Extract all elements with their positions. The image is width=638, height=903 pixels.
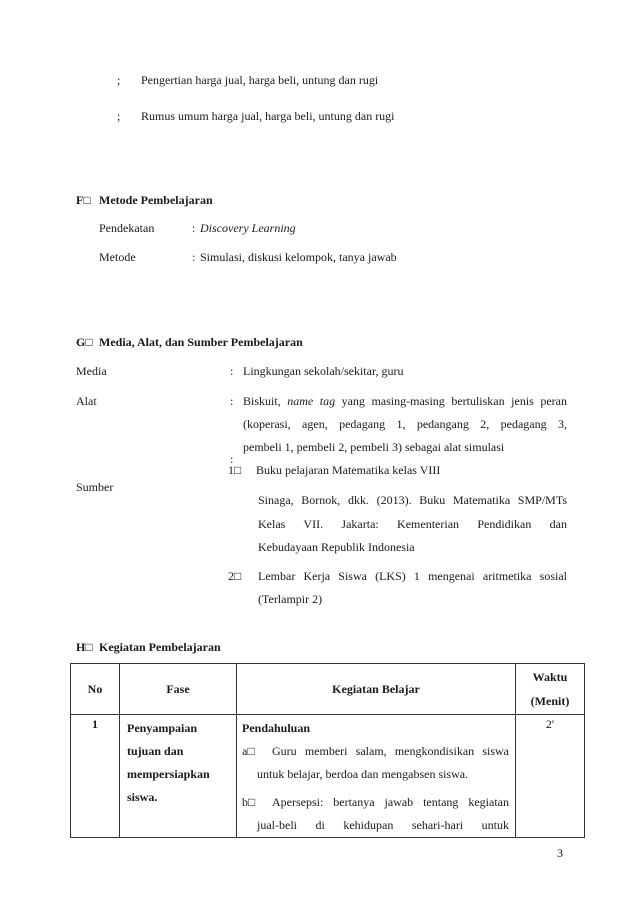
sumber-label: Sumber bbox=[76, 480, 114, 494]
section-marker: F□ bbox=[76, 193, 91, 207]
item-text-cont: jual-beli di kehidupan sehari-hari untuk bbox=[257, 818, 509, 832]
sumber-item-marker: 2□ bbox=[228, 569, 242, 583]
sumber-item-2-cont: (Terlampir 2) bbox=[258, 592, 323, 606]
media-value: Lingkungan sekolah/sekitar, guru bbox=[243, 364, 404, 378]
alat-colon: : bbox=[230, 394, 234, 408]
objective-bullet: ; bbox=[117, 109, 121, 123]
table-header-row bbox=[71, 664, 585, 715]
reference-line-2: Kelas VII. Jakarta: Kementerian Pendidikan dan bbox=[258, 517, 567, 531]
kegiatan-title: Pendahuluan bbox=[242, 721, 311, 735]
activity-table bbox=[70, 663, 585, 838]
alat-label: Alat bbox=[76, 394, 97, 408]
header-fase: Fase bbox=[120, 664, 237, 715]
table-row bbox=[71, 715, 585, 838]
sumber-item-2: Lembar Kerja Siswa (LKS) 1 mengenai aritmetika sosial bbox=[258, 569, 567, 583]
item-text: Guru memberi salam, mengkondisikan siswa bbox=[272, 744, 509, 758]
pendekatan-value: Discovery Learning bbox=[200, 221, 296, 235]
row-waktu: 2' bbox=[516, 715, 585, 838]
pendekatan-colon: : bbox=[192, 221, 196, 235]
metode-colon: : bbox=[192, 250, 196, 264]
row-fase bbox=[120, 715, 237, 838]
media-label: Media bbox=[76, 364, 107, 378]
header-waktu-line-2: (Menit) bbox=[530, 694, 570, 708]
header-waktu bbox=[516, 664, 585, 715]
row-kegiatan bbox=[237, 715, 516, 838]
section-marker: G□ bbox=[76, 335, 93, 349]
sumber-item-1: Buku pelajaran Matematika kelas VIII bbox=[256, 463, 441, 477]
alat-line-3: pembeli 1, pembeli 2, pembeli 3) sebagai alat simulasi bbox=[243, 440, 505, 454]
fase-line: mempersiapkan bbox=[127, 767, 210, 781]
header-kegiatan: Kegiatan Belajar bbox=[237, 664, 516, 715]
section-title: Media, Alat, dan Sumber Pembelajaran bbox=[99, 335, 303, 349]
metode-value: Simulasi, diskusi kelompok, tanya jawab bbox=[200, 250, 397, 264]
kegiatan-item-b bbox=[242, 791, 509, 814]
section-marker: H□ bbox=[76, 640, 93, 654]
reference-line-3: Kebudayaan Republik Indonesia bbox=[258, 540, 415, 554]
reference-line-1: Sinaga, Bornok, dkk. (2013). Buku Matematika SMP/MTs bbox=[258, 493, 567, 507]
pendekatan-label: Pendekatan bbox=[99, 221, 155, 235]
alat-line-1: Biskuit, name tag yang masing-masing bertuliskan jenis peran bbox=[243, 394, 567, 408]
item-text-cont: untuk belajar, berdoa dan mengabsen siswa. bbox=[257, 767, 469, 781]
objective-bullet: ; bbox=[117, 73, 121, 87]
fase-line: Penyampaian bbox=[127, 721, 198, 735]
page-number: 3 bbox=[557, 846, 563, 860]
fase-line: tujuan dan bbox=[127, 744, 184, 758]
section-title: Kegiatan Pembelajaran bbox=[99, 640, 221, 654]
fase-line: siswa. bbox=[127, 790, 158, 804]
section-title: Metode Pembelajaran bbox=[99, 193, 213, 207]
item-text: Apersepsi: bertanya jawab tentang kegiatan bbox=[272, 795, 509, 809]
sumber-colon: : bbox=[230, 452, 234, 466]
item-marker: b□ bbox=[242, 795, 256, 809]
alat-line-2: (koperasi, agen, pedagang 1, pedangang 2, pedagang 3, bbox=[243, 417, 567, 431]
header-waktu-line-1: Waktu bbox=[532, 670, 568, 684]
header-no: No bbox=[71, 664, 120, 715]
objective-text: Pengertian harga jual, harga beli, untung dan rugi bbox=[141, 73, 379, 87]
metode-label: Metode bbox=[99, 250, 136, 264]
objective-text: Rumus umum harga jual, harga beli, untung dan rugi bbox=[141, 109, 395, 123]
row-no: 1 bbox=[71, 715, 120, 838]
sumber-item-marker: 1□ bbox=[228, 463, 242, 477]
item-marker: a□ bbox=[242, 744, 255, 758]
media-colon: : bbox=[230, 364, 234, 378]
kegiatan-item-a bbox=[242, 740, 509, 763]
